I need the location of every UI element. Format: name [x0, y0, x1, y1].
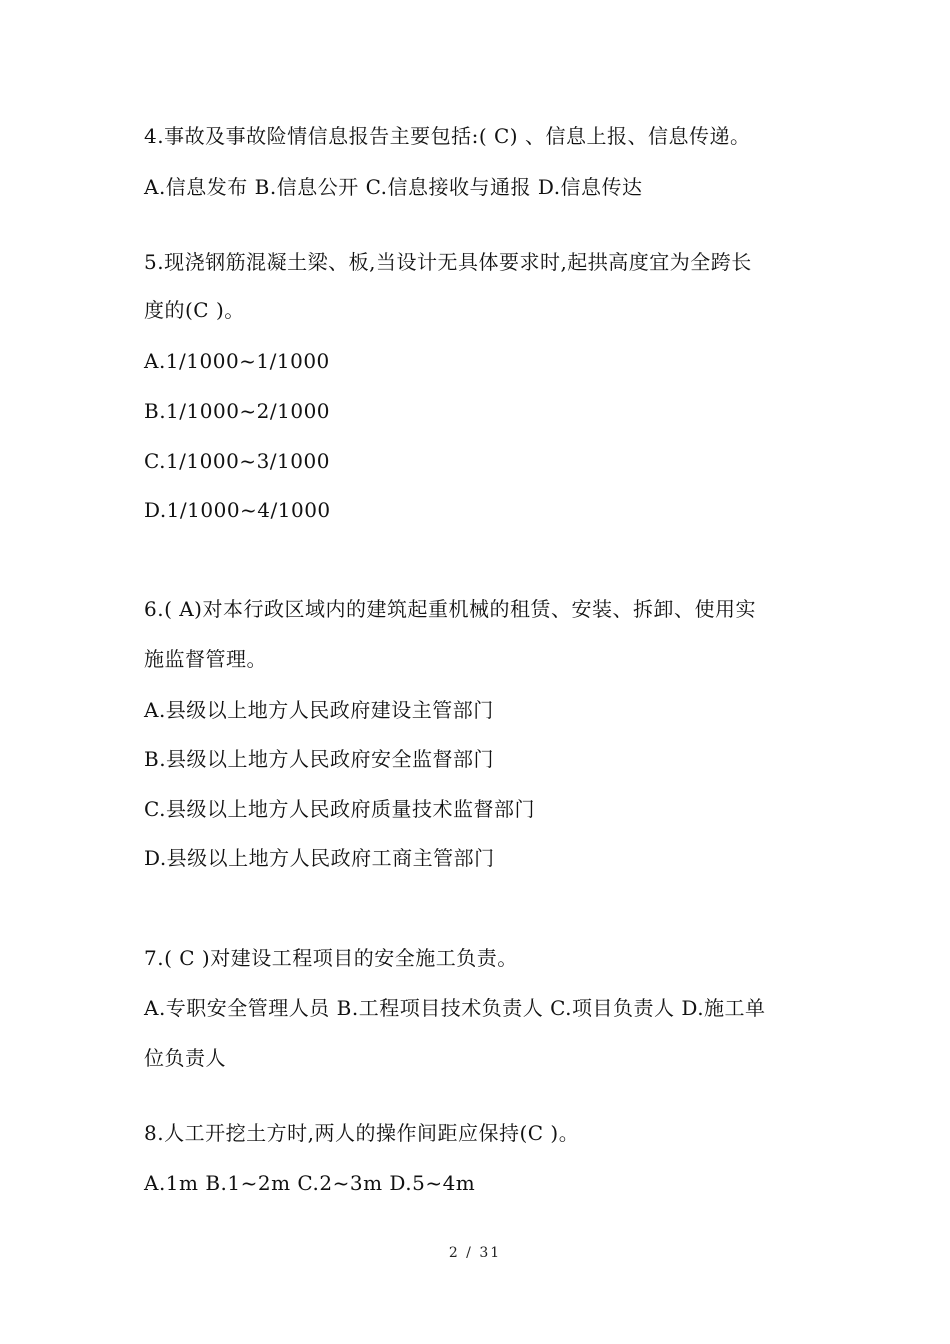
page-number: 2 / 31: [448, 1245, 502, 1261]
question-5-stem-continued: 度的(C )。: [144, 298, 245, 322]
question-4-options: A.信息发布 B.信息公开 C.信息接收与通报 D.信息传达: [144, 175, 643, 199]
question-6-stem: 6.( A)对本行政区域内的建筑起重机械的租赁、安装、拆卸、使用实: [144, 597, 756, 621]
question-6-option-a: A.县级以上地方人民政府建设主管部门: [144, 698, 494, 722]
question-6-option-d: D.县级以上地方人民政府工商主管部门: [144, 846, 495, 870]
question-6-option-c: C.县级以上地方人民政府质量技术监督部门: [144, 797, 535, 821]
question-8-stem: 8.人工开挖土方时,两人的操作间距应保持(C )。: [144, 1121, 580, 1145]
question-5-option-c: C.1/1000~3/1000: [144, 449, 330, 473]
question-8-options: A.1m B.1~2m C.2~3m D.5~4m: [144, 1171, 476, 1195]
question-6-stem-continued: 施监督管理。: [144, 647, 267, 671]
question-5-option-d: D.1/1000~4/1000: [144, 498, 331, 522]
question-7-options-continued: 位负责人: [144, 1046, 226, 1070]
question-6-option-b: B.县级以上地方人民政府安全监督部门: [144, 747, 495, 771]
question-7-options: A.专职安全管理人员 B.工程项目技术负责人 C.项目负责人 D.施工单: [144, 996, 766, 1020]
question-5-option-a: A.1/1000~1/1000: [144, 349, 330, 373]
question-5-option-b: B.1/1000~2/1000: [144, 399, 331, 423]
question-4-stem: 4.事故及事故险情信息报告主要包括:( C) 、信息上报、信息传递。: [144, 124, 751, 148]
question-5-stem: 5.现浇钢筋混凝土梁、板,当设计无具体要求时,起拱高度宜为全跨长: [144, 250, 752, 274]
question-7-stem: 7.( C )对建设工程项目的安全施工负责。: [144, 946, 518, 970]
